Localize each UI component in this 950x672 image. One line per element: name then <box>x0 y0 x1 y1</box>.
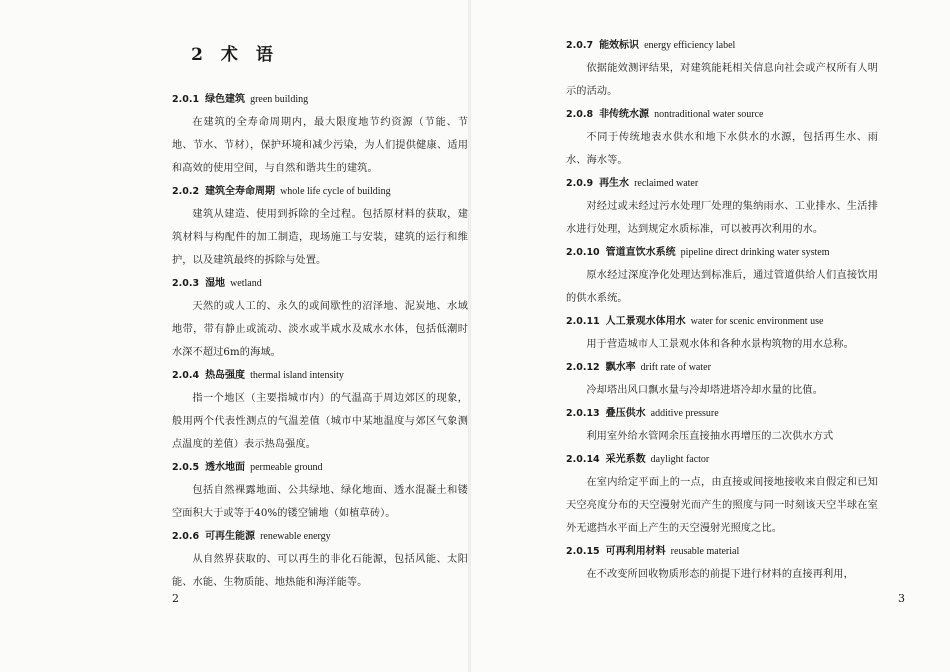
term-name: 可再利用材料 <box>605 546 666 557</box>
term-name: 叠压供水 <box>605 408 646 419</box>
term-definition: 在室内给定平面上的一点，由直接或间接地接收来自假定和已知天空亮度分布的天空漫射光而产生的照度与同一时刻该天空半球在室外无遮挡水平面上产生的天空漫射光照度之比。 <box>566 477 878 534</box>
term-definition: 建筑从建造、使用到拆除的全过程。包括原材料的获取，建筑材料与构配件的加工制造，现场施工与安装，建筑的运行和维护，以及建筑最终的拆除与处置。 <box>172 209 468 266</box>
term-english: renewable energy <box>260 531 331 542</box>
term-name: 能效标识 <box>599 40 640 51</box>
term-definition: 从自然界获取的、可以再生的非化石能源，包括风能、太阳能、水能、生物质能、地热能和海洋能等。 <box>172 554 468 588</box>
term-number: 2.0.3 <box>172 278 200 289</box>
term-entry <box>566 241 878 310</box>
term-definition: 天然的或人工的、永久的或间歇性的沼泽地、泥炭地、水域地带，带有静止或流动、淡水或半咸水及咸水水体，包括低潮时水深不超过6m的海域。 <box>172 301 468 358</box>
term-heading <box>566 103 878 126</box>
term-english: thermal island intensity <box>250 370 344 381</box>
term-definition: 包括自然裸露地面、公共绿地、绿化地面、透水混凝土和镂空面积大于或等于40%的镂空铺地（如植草砖）。 <box>172 485 468 519</box>
term-definition: 指一个地区（主要指城市内）的气温高于周边郊区的现象，般用两个代表性测点的气温差值（城市中某地温度与郊区气象测点温度的差值）表示热岛强度。 <box>172 393 468 450</box>
term-name: 建筑全寿命周期 <box>205 186 276 197</box>
term-entry <box>566 310 878 356</box>
term-english: pipeline direct drinking water system <box>680 247 830 258</box>
term-heading <box>172 456 468 479</box>
term-heading <box>566 310 878 333</box>
term-definition: 冷却塔出风口飘水量与冷却塔进塔冷却水量的比值。 <box>586 385 824 396</box>
term-number: 2.0.2 <box>172 186 200 197</box>
chapter-title: 2 术 语 <box>191 45 279 65</box>
term-heading <box>566 356 878 379</box>
term-entry <box>566 448 878 540</box>
term-number: 2.0.15 <box>566 546 600 557</box>
term-heading <box>566 402 878 425</box>
term-english: whole life cycle of building <box>280 186 391 197</box>
term-name: 绿色建筑 <box>205 94 246 105</box>
term-heading <box>566 540 878 563</box>
term-definition: 依据能效测评结果，对建筑能耗相关信息向社会或产权所有人明示的活动。 <box>566 63 878 97</box>
term-entry <box>566 356 878 402</box>
term-english: nontraditional water source <box>654 109 764 120</box>
term-name: 非传统水源 <box>599 109 650 120</box>
term-english: green building <box>250 94 309 105</box>
term-entry <box>172 364 468 456</box>
term-english: drift rate of water <box>640 362 711 373</box>
term-definition: 在建筑的全寿命周期内，最大限度地节约资源（节能、节地、节水、节材），保护环境和减少污染，为人们提供健康、适用和高效的使用空间，与自然和谐共生的建筑。 <box>172 117 468 174</box>
term-entry <box>566 402 878 448</box>
right-column <box>566 34 878 586</box>
term-english: wetland <box>230 278 262 289</box>
term-name: 湿地 <box>205 278 226 289</box>
term-name: 热岛强度 <box>205 370 246 381</box>
term-number: 2.0.12 <box>566 362 600 373</box>
term-name: 管道直饮水系统 <box>605 247 676 258</box>
page-number-left: 2 <box>172 592 179 605</box>
left-page <box>0 0 470 672</box>
term-number: 2.0.5 <box>172 462 200 473</box>
term-number: 2.0.14 <box>566 454 600 465</box>
term-english: energy efficiency label <box>644 40 736 51</box>
term-definition: 对经过或未经过污水处理厂处理的集纳雨水、工业排水、生活排水进行处理，达到规定水质标准，可以被再次利用的水。 <box>566 201 878 235</box>
term-heading <box>566 34 878 57</box>
term-definition: 在不改变所回收物质形态的前提下进行材料的直接再利用， <box>586 569 854 580</box>
term-entry <box>172 525 468 594</box>
term-definition: 用于营造城市人工景观水体和各种水景构筑物的用水总称。 <box>586 339 854 350</box>
term-heading <box>172 88 468 111</box>
term-entry <box>172 88 468 180</box>
term-entry <box>172 180 468 272</box>
term-name: 可再生能源 <box>205 531 256 542</box>
term-entry <box>566 34 878 103</box>
term-english: additive pressure <box>650 408 719 419</box>
term-number: 2.0.6 <box>172 531 200 542</box>
term-number: 2.0.1 <box>172 94 200 105</box>
term-entry <box>172 272 468 364</box>
term-entry <box>566 172 878 241</box>
term-definition: 原水经过深度净化处理达到标准后，通过管道供给人们直接饮用的供水系统。 <box>566 270 878 304</box>
term-heading <box>566 241 878 264</box>
term-number: 2.0.9 <box>566 178 594 189</box>
term-number: 2.0.11 <box>566 316 600 327</box>
term-heading <box>172 525 468 548</box>
term-number: 2.0.4 <box>172 370 200 381</box>
term-name: 采光系数 <box>605 454 646 465</box>
term-english: daylight factor <box>650 454 710 465</box>
term-name: 飘水率 <box>605 362 636 373</box>
term-heading <box>172 180 468 203</box>
term-heading <box>566 448 878 471</box>
term-name: 再生水 <box>599 178 630 189</box>
term-entry <box>566 540 878 586</box>
term-entry <box>172 456 468 525</box>
term-english: reusable material <box>670 546 740 557</box>
term-number: 2.0.10 <box>566 247 600 258</box>
term-definition: 不同于传统地表水供水和地下水供水的水源，包括再生水、雨水、海水等。 <box>566 132 878 166</box>
term-heading <box>172 272 468 295</box>
term-heading <box>566 172 878 195</box>
term-number: 2.0.8 <box>566 109 594 120</box>
term-english: reclaimed water <box>634 178 699 189</box>
page-number-right: 3 <box>898 592 905 605</box>
right-page <box>470 0 950 672</box>
term-name: 透水地面 <box>205 462 246 473</box>
term-name: 人工景观水体用水 <box>605 316 686 327</box>
left-column <box>172 88 468 594</box>
term-heading <box>172 364 468 387</box>
term-definition: 利用室外给水管网余压直接抽水再增压的二次供水方式 <box>586 431 834 442</box>
term-english: permeable ground <box>250 462 323 473</box>
term-number: 2.0.13 <box>566 408 600 419</box>
term-english: water for scenic environment use <box>690 316 824 327</box>
term-number: 2.0.7 <box>566 40 594 51</box>
term-entry <box>566 103 878 172</box>
